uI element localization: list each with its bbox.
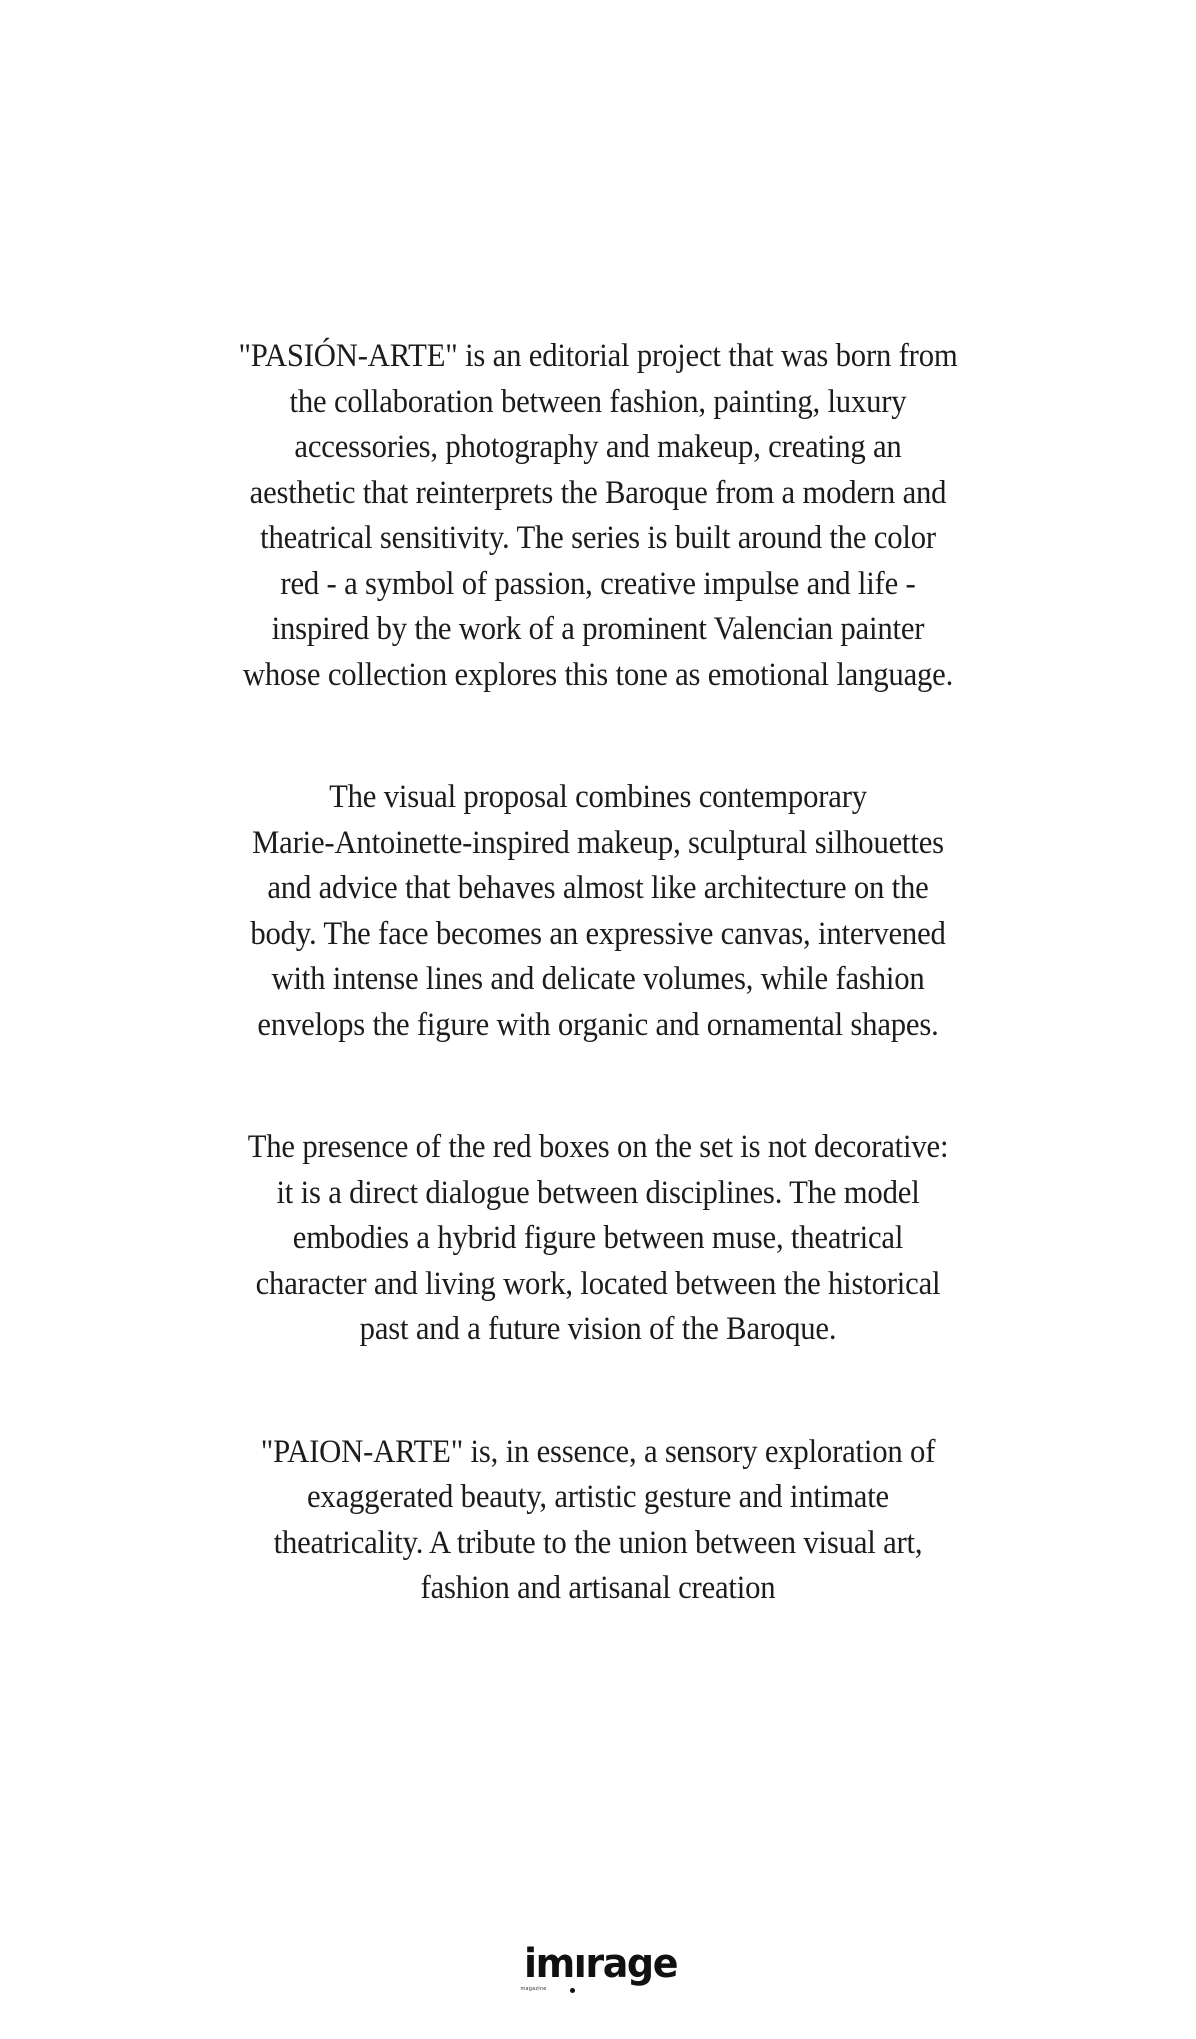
text-line: whose collection explores this tone as emotional language. bbox=[242, 656, 954, 693]
paragraph-visual-proposal bbox=[0, 775, 1196, 1048]
paragraph-conclusion bbox=[0, 1430, 1196, 1612]
text-line: embodies a hybrid figure between muse, theatrical bbox=[292, 1220, 904, 1256]
text-line: with intense lines and delicate volumes, while fashion bbox=[271, 961, 925, 997]
text-line: body. The face becomes an expressive canvas, intervened bbox=[250, 915, 946, 952]
text-line: aesthetic that reinterprets the Baroque from a modern and bbox=[249, 474, 947, 511]
text-line: exaggerated beauty, artistic gesture and intimate bbox=[306, 1479, 889, 1515]
text-line: inspired by the work of a prominent Valencian painter bbox=[271, 611, 925, 647]
paragraph-intro bbox=[0, 334, 1196, 698]
logo-mark bbox=[514, 1938, 681, 1990]
text-line: The presence of the red boxes on the set is not decorative: bbox=[247, 1129, 949, 1165]
logo-dot-icon bbox=[570, 1988, 575, 1993]
text-line: theatricality. A tribute to the union between visual art, bbox=[273, 1524, 923, 1561]
text-line: character and living work, located between the historical bbox=[255, 1265, 941, 1302]
text-line: "PASIÓN-ARTE" is an editorial project that was born from bbox=[238, 338, 958, 374]
text-line: fashion and artisanal creation bbox=[420, 1570, 776, 1606]
logo-wordmark: imırage bbox=[524, 1941, 678, 1987]
text-line: The visual proposal combines contemporary bbox=[329, 779, 867, 815]
text-line: red - a symbol of passion, creative impulse and life - bbox=[280, 565, 916, 602]
text-line: accessories, photography and makeup, creating an bbox=[294, 429, 902, 465]
text-line: theatrical sensitivity. The series is built around the color bbox=[260, 520, 936, 556]
text-line: and advice that behaves almost like architecture on the bbox=[267, 870, 929, 906]
paragraph-red-boxes bbox=[0, 1125, 1196, 1353]
text-line: Marie-Antoinette-inspired makeup, sculptural silhouettes bbox=[252, 824, 944, 861]
text-line: past and a future vision of the Baroque. bbox=[359, 1311, 837, 1347]
article-body bbox=[0, 334, 1196, 1689]
text-line: "PAION-ARTE" is, in essence, a sensory exploration of bbox=[260, 1433, 936, 1470]
text-line: envelops the figure with organic and ornamental shapes. bbox=[257, 1006, 939, 1043]
text-line: the collaboration between fashion, painting, luxury bbox=[289, 383, 907, 420]
logo-subtitle: magazine bbox=[520, 1986, 547, 1992]
imirage-magazine-logo-icon bbox=[0, 1938, 1196, 2008]
text-line: it is a direct dialogue between disciplines. The model bbox=[276, 1174, 920, 1211]
